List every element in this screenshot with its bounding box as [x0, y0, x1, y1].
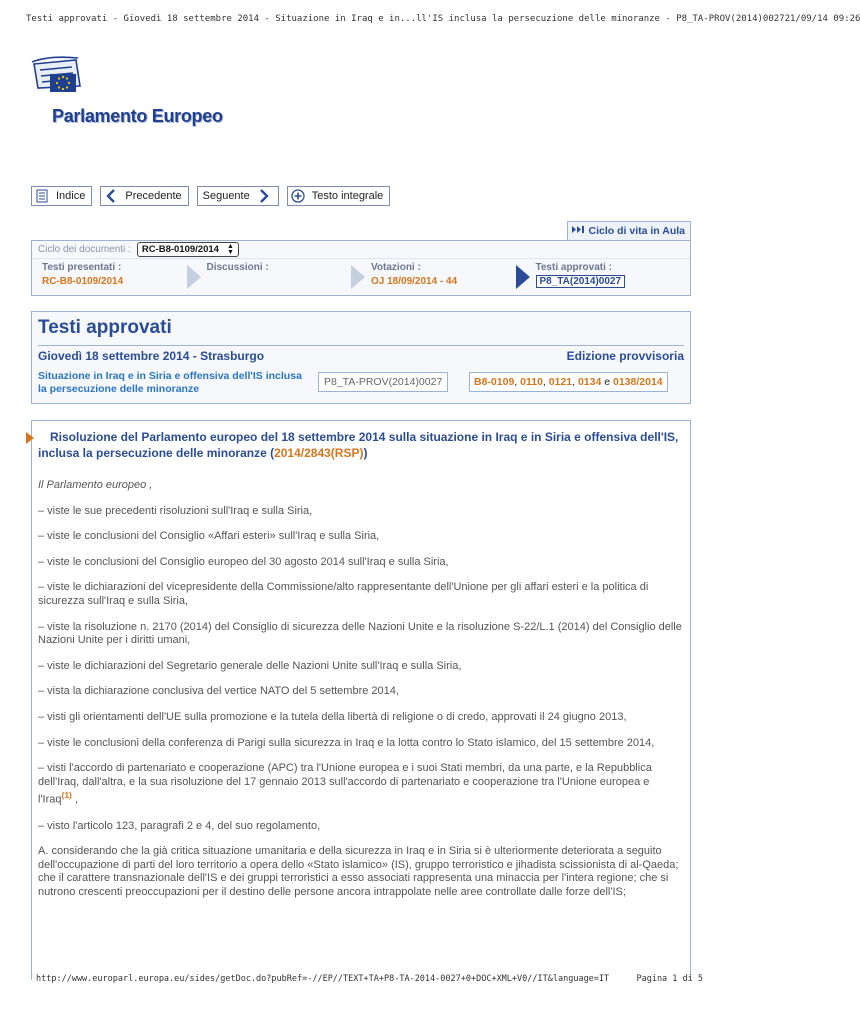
session-date: Giovedì 18 settembre 2014 - Strasburgo	[38, 349, 265, 363]
chevron-left-icon	[103, 188, 119, 204]
print-header	[26, 14, 860, 28]
citation: – viste le conclusioni del Consiglio europeo del 30 agosto 2014 sull'Iraq e sulla Siria,	[38, 555, 449, 568]
citation: – viste le sue precedenti risoluzioni sull'Iraq e sulla Siria,	[38, 504, 313, 517]
intro-text: Il Parlamento europeo ,	[38, 479, 153, 491]
precedente-button[interactable]	[100, 186, 188, 206]
precedente-label: Precedente	[125, 190, 182, 202]
b-references: B8-0109, 0110, 0121, 0134 e 0138/2014	[469, 372, 668, 392]
indice-button[interactable]	[31, 186, 92, 206]
resolution-title: Risoluzione del Parlamento europeo del 18 settembre 2014 sulla situazione in Iraq e in Siria e offensiva dell'IS, inclusa la persecuzione delle minoranze (2014/2843(RSP))	[38, 429, 682, 461]
cycle-col-testi-presentati	[32, 259, 197, 296]
resolution-body	[38, 479, 682, 912]
b-ref-link[interactable]: B8-0109	[474, 376, 515, 388]
cycle-col-votazioni	[361, 259, 526, 296]
citation: – vista la dichiarazione conclusiva del vertice NATO del 5 settembre 2014,	[38, 685, 399, 698]
divider	[38, 345, 684, 346]
document-header-panel	[31, 311, 691, 404]
seguente-label: Seguente	[202, 190, 250, 202]
edition-label: Edizione provvisoria	[566, 349, 684, 363]
testi-approvati-current: P8_TA(2014)0027	[536, 275, 626, 288]
recital: A. considerando che la già critica situazione umanitaria e della sicurezza in Iraq e in Siria si è ulteriormente deteriorata a seguito dell'occupazione di parti del loro territorio a opera dello «Stato islamico» (IS), gruppo terroristico e jihadista scissionista di al-Qaeda; che il carattere transnazionale dell'IS e dei gruppi terroristici a esso associati rappresenta una minaccia per l'intera regione; che si nutrono crescenti preoccupazioni per il destino delle persone ancora intrappolate nelle aree controllate dalle forze dell'IS;	[38, 845, 679, 898]
step-arrow-active-icon	[516, 265, 530, 289]
cycle-col-label: Discussioni :	[206, 262, 269, 273]
docs-label: Ciclo dei documenti :	[38, 244, 131, 255]
testo-integrale-button[interactable]	[287, 186, 391, 206]
step-arrow-icon	[351, 265, 365, 289]
print-footer-url: http://www.europarl.europa.eu/sides/getDoc.do?pubRef=-//EP//TEXT+TA+P8-TA-2014-0027+0+DOC+XML+V0//IT&language=IT	[36, 974, 610, 984]
citation: – viste le conclusioni del Consiglio «Affari esteri» sull'Iraq e sulla Siria,	[38, 530, 380, 543]
cycle-col-label: Testi approvati :	[535, 262, 612, 273]
citation: – viste le dichiarazioni del Segretario generale delle Nazioni Unite sull'Iraq e sulla Siria,	[38, 659, 462, 672]
citation: – visto l'articolo 123, paragrafi 2 e 4, del suo regolamento,	[38, 819, 321, 832]
document-select[interactable]	[137, 242, 239, 257]
b-ref-link[interactable]: 0110	[520, 376, 543, 388]
print-footer-page: Pagina 1 di 5	[636, 974, 703, 984]
step-arrow-icon	[187, 265, 201, 289]
b-ref-link[interactable]: 0134	[577, 376, 602, 388]
citation: – viste la risoluzione n. 2170 (2014) del Consiglio di sicurezza delle Nazioni Unite e la risoluzione S-22/L.1 (2014) del Consiglio delle Nazioni Unite per i diritti umani,	[38, 620, 682, 647]
cycle-col-discussioni	[197, 259, 362, 296]
orange-pointer-icon	[26, 432, 34, 444]
testo-integrale-label: Testo integrale	[311, 190, 384, 202]
document-list-icon	[34, 188, 50, 204]
document-lifecycle-panel	[31, 240, 691, 296]
citation: – viste le conclusioni della conferenza di Parigi sulla sicurezza in Iraq e la lotta contro lo Stato islamico, del 15 settembre 2014,	[38, 736, 655, 749]
citation: – visti gli orientamenti dell'UE sulla promozione e la tutela della libertà di religione o di credo, approvati il 24 giugno 2013,	[38, 710, 627, 723]
citation-apc: – visti l'accordo di partenariato e cooperazione (APC) tra l'Unione europea e i suoi Stati membri, da una parte, e la Repubblica dell'Iraq, dall'altra, e la sua risoluzione del 17 gennaio 2013 sull'accordo di partenariato e cooperazione tra l'Unione europea e l'Iraq$^{(1)}$ ,	[38, 762, 652, 806]
resolution-content	[31, 420, 691, 980]
document-reference: P8_TA-PROV(2014)0027	[318, 372, 448, 392]
b-ref-link[interactable]: 0138/2014	[613, 376, 663, 388]
select-arrows-icon: ▲ ▼	[226, 242, 234, 256]
logo-title[interactable]: Parlamento Europeo	[52, 106, 223, 126]
double-arrow-icon	[571, 225, 585, 237]
cycle-col-testi-approvati	[526, 259, 691, 296]
citation: – viste le dichiarazioni del vicepresidente della Commissione/alto rappresentante dell'Unione per gli affari esteri e la politica di sicurezza sull'Iraq e sulla Siria,	[38, 581, 649, 607]
print-header-title: Testi approvati - Giovedì 18 settembre 2014 - Situazione in Iraq e in...ll'IS inclusa la persecuzione delle minoranze - P8_TA-PROV(2014)0027	[26, 14, 785, 24]
testi-presentati-link[interactable]: RC-B8-0109/2014	[42, 276, 124, 287]
indice-label: Indice	[56, 190, 86, 202]
seguente-button[interactable]	[197, 186, 279, 206]
b-ref-link[interactable]: 0121	[548, 376, 573, 388]
ciclo-di-vita-label: Ciclo di vita in Aula	[588, 225, 685, 237]
document-subject: Situazione in Iraq e in Siria e offensiva dell'IS inclusa la persecuzione delle minoranze	[38, 370, 302, 395]
votazioni-link[interactable]: OJ 18/09/2014 - 44	[371, 276, 458, 287]
print-footer	[36, 974, 703, 988]
document-navbar	[31, 186, 390, 206]
cycle-col-label: Votazioni :	[371, 262, 421, 273]
chevron-right-icon	[256, 188, 272, 204]
document-cycle-row	[32, 241, 690, 259]
procedure-link[interactable]: 2014/2843(RSP)	[274, 446, 364, 460]
print-header-datetime: 21/09/14 09:26	[784, 14, 860, 24]
cycle-col-label: Testi presentati :	[42, 262, 122, 273]
plus-circle-icon	[290, 188, 306, 204]
ciclo-di-vita-tab[interactable]	[567, 221, 691, 240]
document-select-value: RC-B8-0109/2014	[141, 244, 219, 255]
page-title: Testi approvati	[38, 317, 172, 338]
footnote-link[interactable]: (1)	[61, 790, 72, 801]
